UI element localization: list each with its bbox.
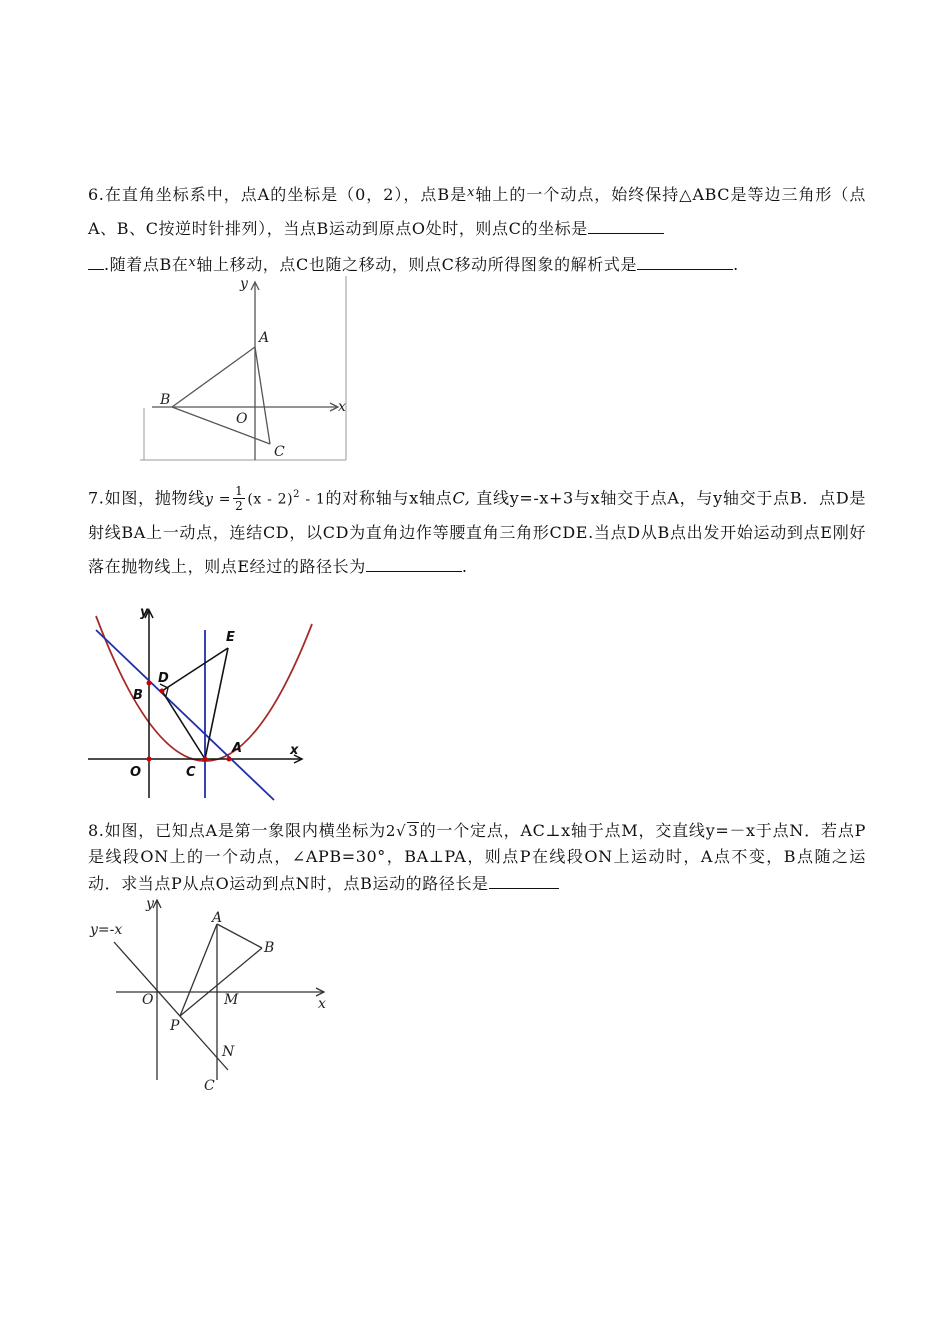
- q7-blank: [366, 553, 462, 572]
- q7-point-c: C,: [452, 488, 471, 508]
- q7-label-x: x: [290, 743, 299, 758]
- question-7-text: [88, 478, 866, 584]
- q7-label-d: D: [158, 671, 169, 686]
- q7-label-o: O: [130, 765, 142, 780]
- q7-line-ab: [96, 630, 274, 800]
- q7-parabola: [96, 616, 312, 761]
- q6-side-ab: [172, 347, 255, 407]
- q6-label-c: C: [274, 444, 285, 460]
- q6-blank-1-cont: [88, 251, 104, 270]
- q6-var-x-2: x: [188, 255, 197, 270]
- q6-label-b: B: [160, 392, 171, 408]
- q6-text-2: 轴上的一个动点，始终保持△ABC是等边三角形（点A、B、C按逆时针排列），当点B运动到原点O处时，则点C的坐标是: [88, 185, 866, 238]
- q7-point-a-dot: [227, 757, 232, 762]
- q7-point-c-dot: [203, 757, 208, 762]
- q7-segment-ec: [205, 648, 228, 759]
- q7-segment-de: [162, 648, 228, 691]
- q8-segment-ab: [217, 924, 262, 948]
- q7-label-e: E: [226, 630, 235, 645]
- q8-label-a: A: [212, 910, 223, 926]
- q8-label-y: y: [146, 896, 154, 912]
- question-8-text: [88, 818, 866, 897]
- q7-text-2: 的对称轴与x轴点: [325, 488, 453, 508]
- q6-number: 6.: [88, 185, 105, 204]
- q6-text-4: 轴上移动，点C也随之移动，则点C移动所得图象的解析式是: [196, 255, 638, 274]
- q8-segment-pb: [180, 948, 262, 1016]
- q7-number: 7.: [88, 488, 105, 508]
- q7-point-o-dot: [147, 757, 152, 762]
- q7-eq-tail: - 1: [300, 491, 326, 508]
- q8-sqrt-sign: √: [396, 822, 407, 840]
- q6-blank-1: [588, 215, 664, 234]
- q8-radicand: 3: [408, 822, 419, 840]
- q7-figure: [86, 602, 316, 804]
- q7-text-3: 直线y=-x+3与x轴交于点A，与y轴交于点B．点D是射线BA上一动点，连结CD，以CD为直角边作等腰直角三角形CDE.当点D从B点出发开始运动到点E刚好落在抛物线上，则点E经过的路径长为: [88, 488, 866, 577]
- q7-point-d-dot: [160, 689, 165, 694]
- q7-eq-rest: (x - 2): [247, 491, 294, 508]
- q8-label-n: N: [222, 1044, 235, 1060]
- q7-eq-y: y =: [205, 491, 232, 508]
- q7-label-c: C: [186, 765, 196, 780]
- q6-text-3: .随着点B在: [104, 255, 189, 274]
- q7-point-b-dot: [147, 681, 152, 686]
- q7-label-y: y: [140, 605, 149, 620]
- q8-line-y-neg-x: [114, 942, 228, 1070]
- q6-label-o: O: [236, 411, 248, 427]
- q8-blank: [489, 870, 559, 889]
- q8-text-1: 如图，已知点A是第一象限内横坐标为: [104, 821, 386, 840]
- q6-label-a: A: [259, 330, 270, 346]
- q8-text-2: 的一个定点，AC⊥x轴于点M，交直线y=－x于点N．若点P是线段ON上的一个动点，∠APB=30°，BA⊥PA，则点P在线段ON上运动时，A点不变，B点随之运动．求当点P从点O运动到点N时，点B运动的路径长是: [88, 821, 866, 893]
- q8-label-o: O: [142, 992, 154, 1008]
- q7-eq-exp: 2: [293, 489, 301, 500]
- q7-text-1: 如图，抛物线: [104, 488, 206, 508]
- q8-coef: 2: [385, 822, 397, 840]
- q6-label-x: x: [338, 399, 346, 415]
- q6-var-x: x: [467, 185, 476, 200]
- q7-fraction: [233, 484, 245, 513]
- q7-frac-num: 1: [235, 484, 244, 499]
- q8-number: 8.: [88, 821, 105, 840]
- q8-figure: [86, 894, 336, 1094]
- q7-text-end: .: [461, 557, 468, 577]
- question-6-text: [88, 176, 866, 282]
- q6-label-y: y: [240, 276, 248, 292]
- q8-label-b: B: [264, 940, 275, 956]
- q7-frac-den: 2: [235, 499, 244, 514]
- q6-text-end: .: [733, 255, 739, 274]
- q7-label-a: A: [232, 741, 243, 756]
- q8-label-line: y=-x: [90, 922, 123, 938]
- q6-figure: [140, 274, 352, 464]
- q7-segment-cd: [162, 691, 205, 759]
- q6-blank-2: [637, 251, 733, 270]
- q8-label-c: C: [204, 1078, 215, 1094]
- q8-label-x: x: [318, 996, 326, 1012]
- q6-text-1: 在直角坐标系中，点A的坐标是（0，2），点B是: [104, 185, 468, 204]
- q8-label-p: P: [170, 1018, 180, 1034]
- q8-segment-ap: [180, 924, 217, 1016]
- q6-side-ac: [255, 347, 270, 444]
- q8-label-m: M: [224, 992, 239, 1008]
- q7-label-b: B: [133, 688, 143, 703]
